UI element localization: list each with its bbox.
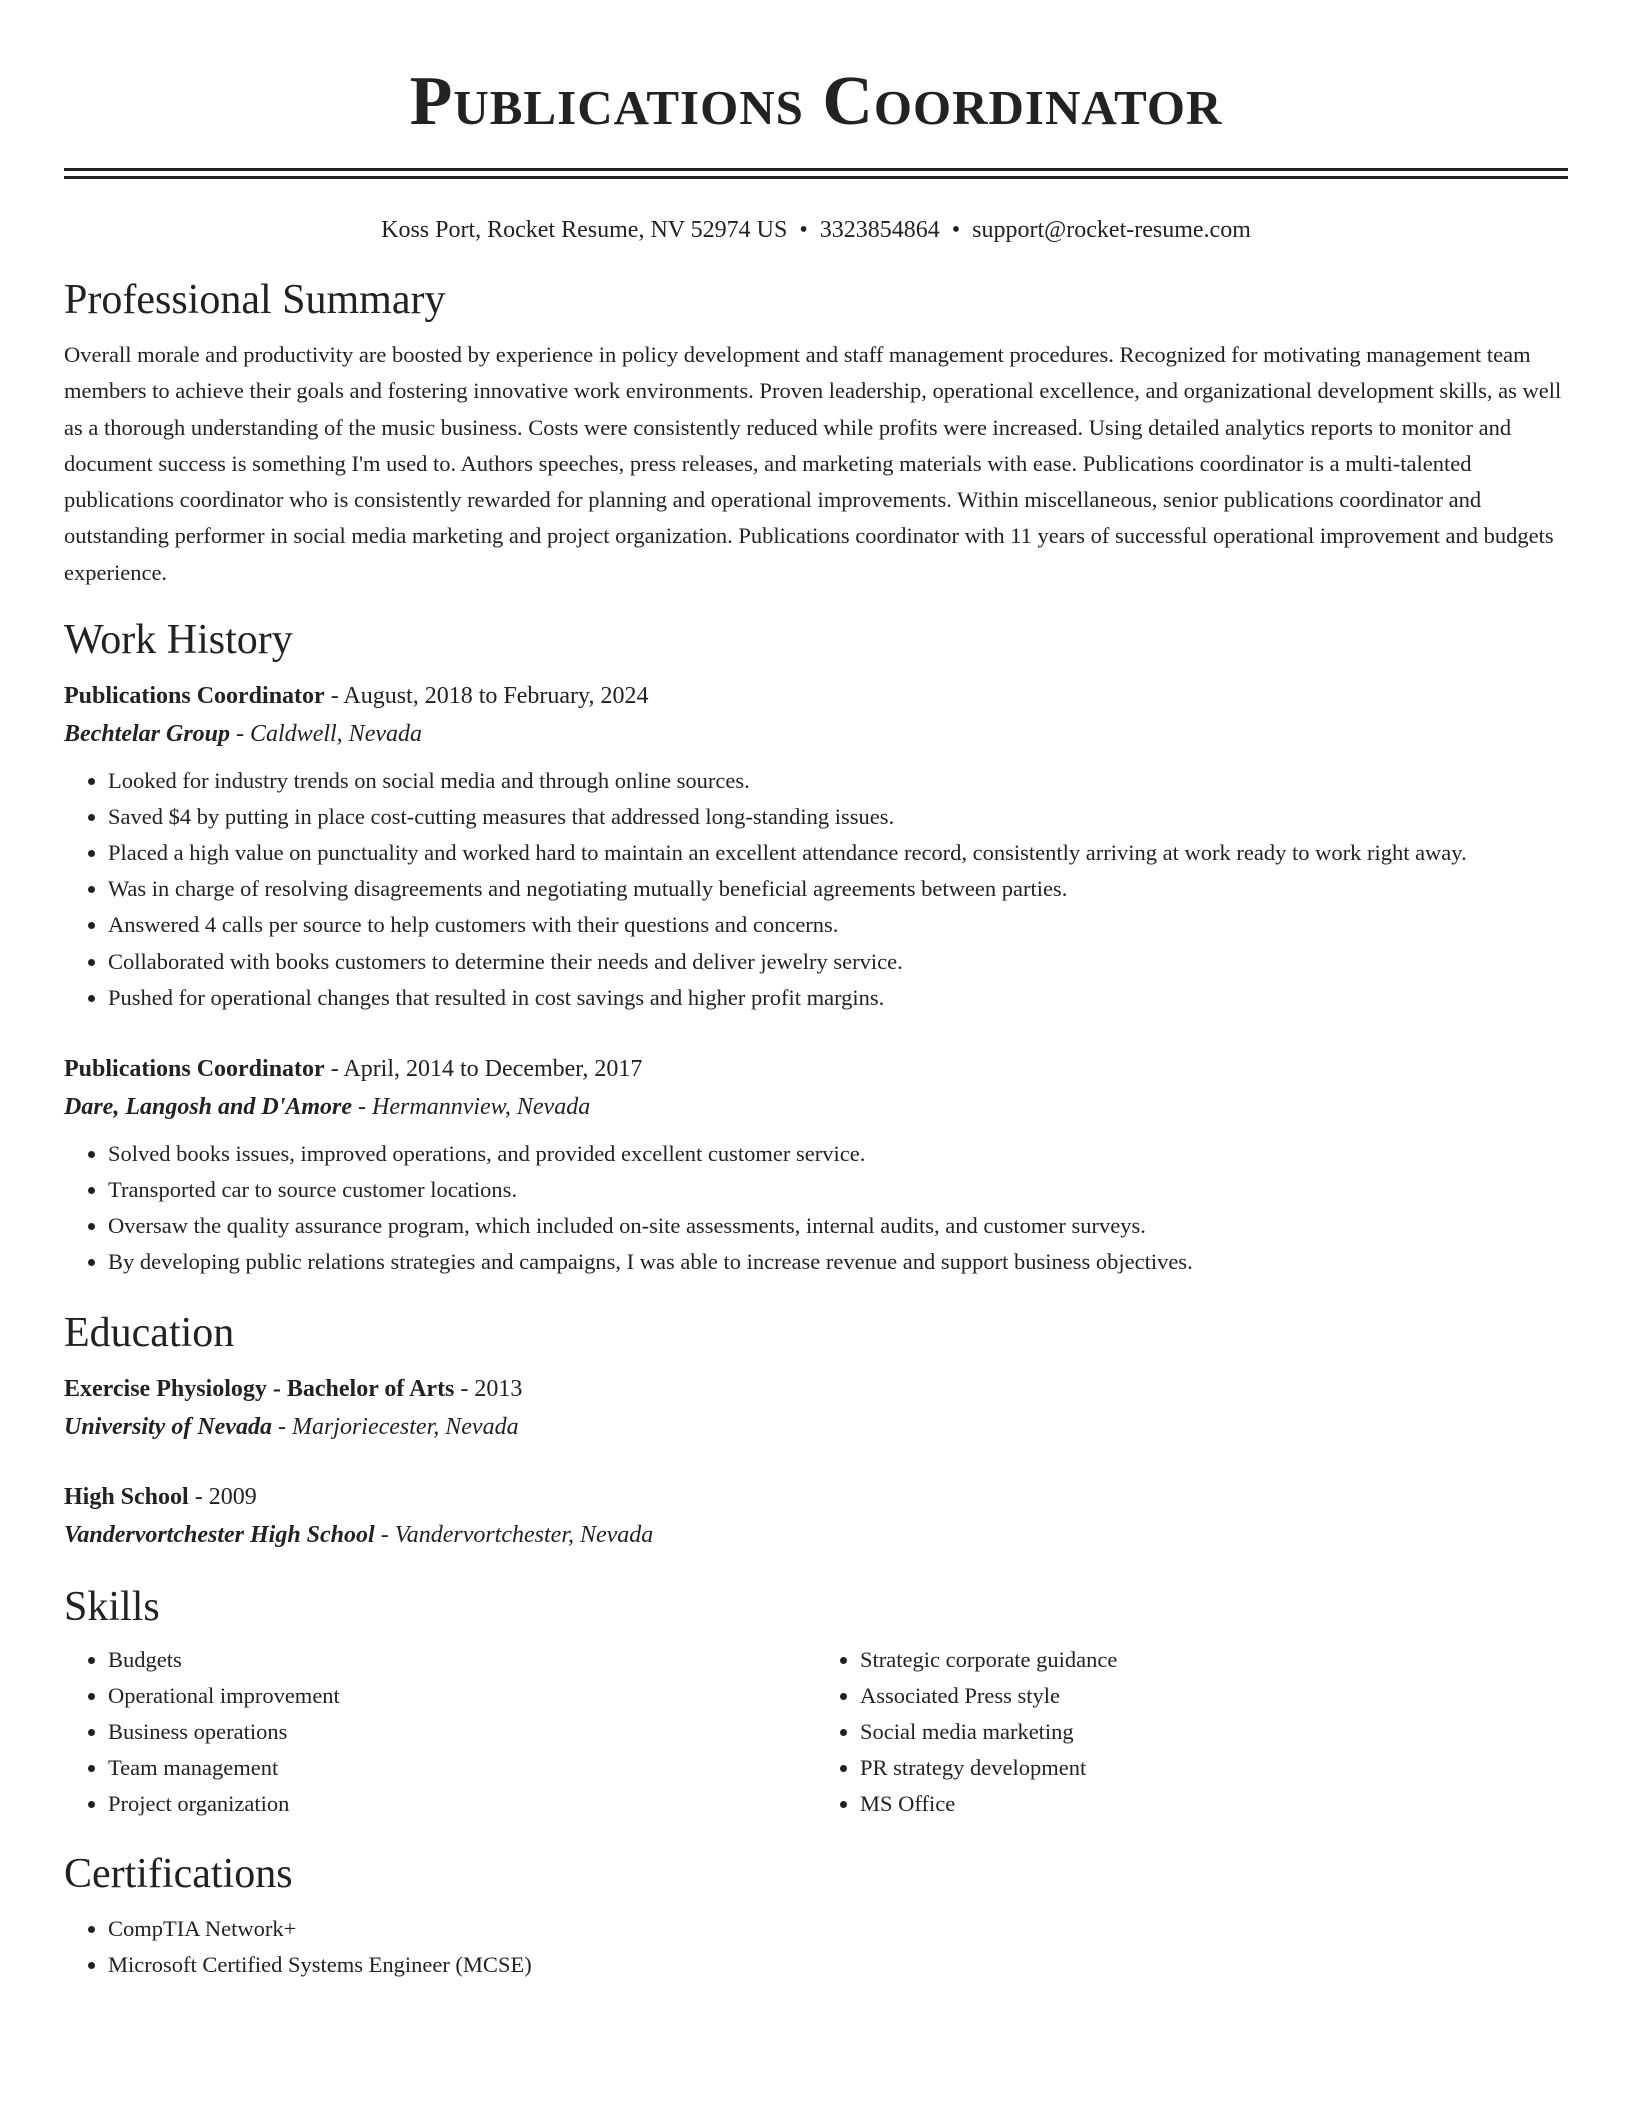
summary-text: Overall morale and productivity are boosted by experience in policy development and staff management procedures. Recognized for motivating management team members to achieve their goals and fostering innovative work environments. Proven leadership, operational excellence, and organizational development skills, as well as a thorough understanding of the music business. Costs were consistently reduced while profits were increased. Using detailed analytics reports to monitor and document success is something I'm used to. Authors speeches, press releases, and marketing materials with ease. Publications coordinator is a multi-talented publications coordinator who is consistently rewarded for planning and operational improvements. Within miscellaneous, senior publications coordinator and outstanding performer in social media marketing and project organization. Publications coordinator with 11 years of successful operational improvement and budgets experience. xyxy=(64,342,1562,585)
skill-item: • Team management xyxy=(108,1750,816,1786)
job-bullet: • Transported car to source customer locations. xyxy=(108,1172,1568,1208)
job-bullet: • By developing public relations strategies and campaigns, I was able to increase revenue and support business objectives. xyxy=(108,1244,1568,1280)
education-degree-line xyxy=(64,1478,1568,1516)
education-school: University of Nevada xyxy=(64,1414,272,1441)
job-bullet: • Saved $4 by putting in place cost-cutting measures that addressed long-standing issues. xyxy=(108,799,1568,835)
education-heading: Education xyxy=(64,1310,235,1357)
skill-item: • Operational improvement xyxy=(108,1678,816,1714)
skills-columns xyxy=(64,1642,1568,1822)
education-entry xyxy=(64,1478,1568,1554)
skill-item: • MS Office xyxy=(860,1786,1568,1822)
skills-list-right xyxy=(816,1642,1568,1822)
certification-item: • CompTIA Network+ xyxy=(108,1911,1568,1947)
education-year: - 2009 xyxy=(188,1484,257,1511)
education-entry xyxy=(64,1370,1568,1446)
job-company: Dare, Langosh and D'Amore xyxy=(64,1093,353,1120)
job-bullet: • Collaborated with books customers to determine their needs and deliver jewelry service. xyxy=(108,944,1568,980)
job-bullet: • Looked for industry trends on social media and through online sources. xyxy=(108,763,1568,799)
job-bullet: • Placed a high value on punctuality and worked hard to maintain an excellent attendance record, consistently arriving at work ready to work right away. xyxy=(108,835,1568,871)
job-bullet: • Answered 4 calls per source to help customers with their questions and concerns. xyxy=(108,907,1568,943)
certification-item: • Microsoft Certified Systems Engineer (MCSE) xyxy=(108,1947,1568,1983)
skill-item: • Social media marketing xyxy=(860,1714,1568,1750)
education-location: - Marjoriecester, Nevada xyxy=(271,1414,519,1441)
contact-phone: 3323854864 xyxy=(819,217,940,243)
resume-title: Publications Coordinator xyxy=(409,63,1223,140)
skill-item: • Strategic corporate guidance xyxy=(860,1642,1568,1678)
job-title-line xyxy=(64,677,1568,715)
certifications-list xyxy=(64,1911,1568,1983)
education-year: - 2013 xyxy=(454,1376,523,1403)
job-title: Publications Coordinator xyxy=(64,1055,325,1082)
skill-item: • PR strategy development xyxy=(860,1750,1568,1786)
contact-email: support@rocket-resume.com xyxy=(972,217,1251,243)
job-title: Publications Coordinator xyxy=(64,683,325,710)
contact-separator: • xyxy=(951,217,961,243)
skill-item: • Associated Press style xyxy=(860,1678,1568,1714)
job-location: - Hermannview, Nevada xyxy=(352,1093,591,1120)
contact-line xyxy=(64,215,1568,245)
resume-page xyxy=(64,0,1568,1983)
education-degree: High School xyxy=(64,1484,189,1511)
skill-item: • Budgets xyxy=(108,1642,816,1678)
summary-heading: Professional Summary xyxy=(64,277,446,323)
job-title-line xyxy=(64,1050,1568,1088)
job-dates: - April, 2014 to December, 2017 xyxy=(324,1055,643,1082)
job-bullet: • Was in charge of resolving disagreements and negotiating mutually beneficial agreements between parties. xyxy=(108,871,1568,907)
job-company-line xyxy=(64,715,1568,753)
education-school-line xyxy=(64,1408,1568,1446)
contact-address: Koss Port, Rocket Resume, NV 52974 US xyxy=(381,217,788,243)
education-location: - Vandervortchester, Nevada xyxy=(374,1522,654,1549)
skill-item: • Project organization xyxy=(108,1786,816,1822)
job-bullets xyxy=(64,1136,1568,1280)
education-degree: Exercise Physiology - Bachelor of Arts xyxy=(64,1376,455,1403)
job-entry xyxy=(64,677,1568,1016)
job-location: - Caldwell, Nevada xyxy=(230,721,422,748)
work-history-heading: Work History xyxy=(64,617,293,664)
job-dates: - August, 2018 to February, 2024 xyxy=(324,683,649,710)
skills-heading: Skills xyxy=(64,1584,160,1631)
job-entry xyxy=(64,1050,1568,1280)
education-degree-line xyxy=(64,1370,1568,1408)
job-company: Bechtelar Group xyxy=(64,721,231,748)
education-school-line xyxy=(64,1516,1568,1554)
skill-item: • Business operations xyxy=(108,1714,816,1750)
education-school: Vandervortchester High School xyxy=(64,1522,375,1549)
job-bullet: • Oversaw the quality assurance program, which included on-site assessments, internal audits, and customer surveys. xyxy=(108,1208,1568,1244)
title-divider xyxy=(64,168,1568,179)
job-bullets xyxy=(64,763,1568,1016)
job-bullet: • Solved books issues, improved operations, and provided excellent customer service. xyxy=(108,1136,1568,1172)
contact-separator: • xyxy=(799,217,808,243)
job-company-line xyxy=(64,1088,1568,1126)
job-bullet: • Pushed for operational changes that resulted in cost savings and higher profit margins. xyxy=(108,980,1568,1016)
certifications-heading: Certifications xyxy=(64,1850,293,1897)
skills-list-left xyxy=(64,1642,816,1822)
